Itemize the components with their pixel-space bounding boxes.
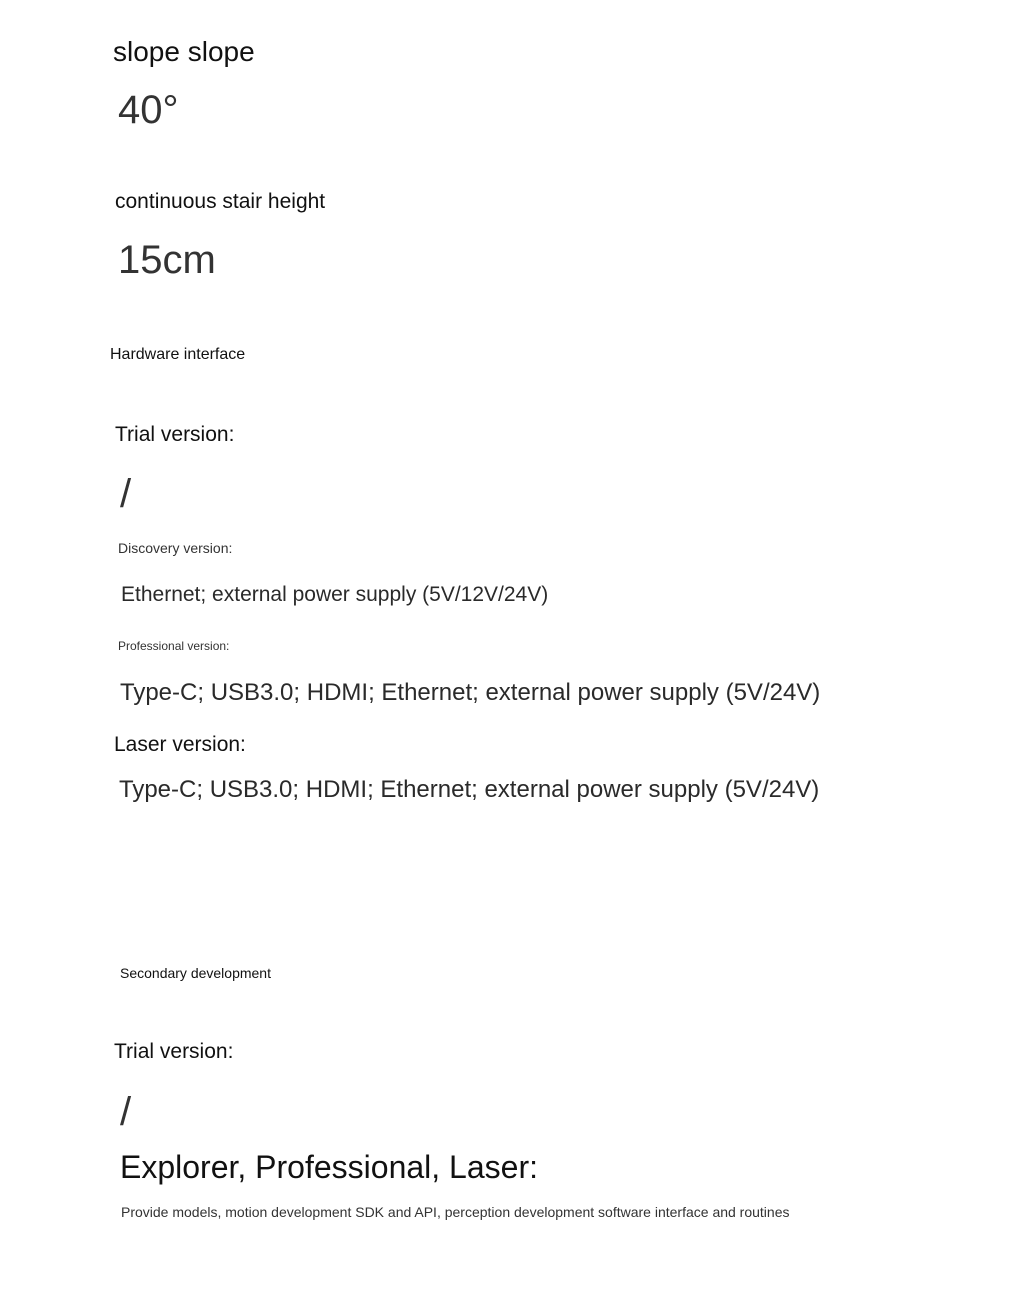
- hardware-trial-value: /: [120, 472, 132, 516]
- slope-value: 40°: [118, 88, 179, 132]
- professional-value: Type-C; USB3.0; HDMI; Ethernet; external power supply (5V/24V): [120, 679, 821, 706]
- explorer-professional-laser-value: Provide models, motion development SDK and API, perception development software interface and routines: [121, 1204, 790, 1220]
- hardware-interface-heading: Hardware interface: [110, 346, 246, 363]
- discovery-value: Ethernet; external power supply (5V/12V/24V): [121, 583, 549, 606]
- professional-label: Professional version:: [118, 639, 230, 653]
- stair-height-value: 15cm: [118, 238, 216, 282]
- secondary-trial-value: /: [120, 1090, 132, 1134]
- explorer-professional-laser-label: Explorer, Professional, Laser:: [120, 1149, 538, 1185]
- discovery-label: Discovery version:: [118, 540, 233, 556]
- stair-height-label: continuous stair height: [115, 190, 326, 213]
- slope-label: slope slope: [113, 36, 255, 67]
- hardware-trial-label: Trial version:: [115, 423, 235, 446]
- laser-value: Type-C; USB3.0; HDMI; Ethernet; external power supply (5V/24V): [119, 776, 820, 803]
- secondary-development-heading: Secondary development: [120, 965, 271, 981]
- secondary-trial-label: Trial version:: [114, 1040, 234, 1063]
- laser-label: Laser version:: [114, 733, 246, 756]
